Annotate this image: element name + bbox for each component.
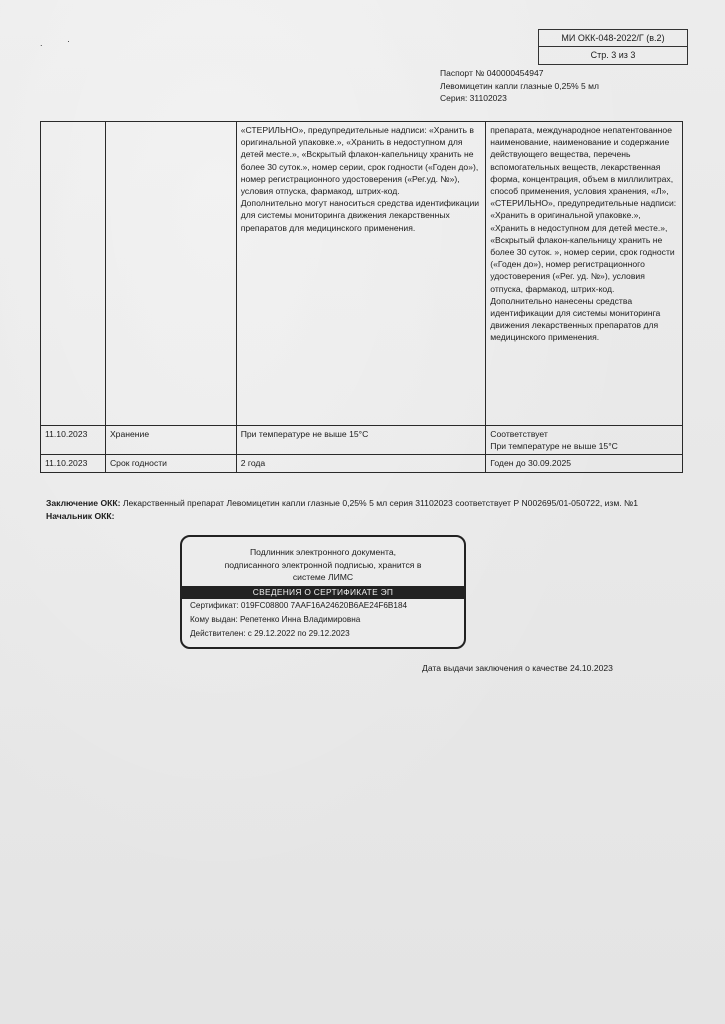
requirement-cell [236,122,486,426]
signature-heading-line: подписанного электронной подписью, хранится в [224,559,422,570]
passport-block [440,67,599,105]
requirement-text: «СТЕРИЛЬНО», предупредительные надписи: «Хранить в оригинальной упаковке.», «Хранить в недоступном для детей месте.», «Вскрытый флакон-капельницу хранить не более 30 суток.», номер серии, срок годности («Годен до»), номер регистрационного удостоверения («Рег.уд. №»), условия отпуска, фармакод, штрих-код. Дополнительно могут наноситься средства идентификации для системы мониторинга движения лекарственных препаратов для медицинского применения. [240,125,480,233]
result-cell [486,426,683,455]
parameter-cell: Хранение [105,426,236,455]
certificate-number: Сертификат: 019FC08800 7AAF16A24620B6AE24F6B184 [190,601,408,610]
date-cell: 11.10.2023 [41,455,106,472]
doc-code: МИ ОКК-048-2022/Г (в.2) [539,30,687,47]
parameter-cell: Срок годности [105,455,236,472]
certificate-info-bar: СВЕДЕНИЯ О СЕРТИФИКАТЕ ЭП [182,586,464,599]
quality-table [40,121,683,473]
page-number: Стр. 3 из 3 [590,50,636,60]
requirement-cell: 2 года [236,455,486,472]
certificate-owner: Кому выдан: Репетенко Инна Владимировна [190,615,361,624]
date-cell: 11.10.2023 [41,426,106,455]
result-cell [486,122,683,426]
issue-date: Дата выдачи заключения о качестве 24.10.2023 [422,663,613,673]
signature-heading [182,537,464,586]
conclusion-text [46,497,646,510]
table-row [41,455,683,472]
table-row [41,122,683,426]
scan-speck: . [40,38,43,48]
signature-heading-line: Подлинник электронного документа, [249,547,397,557]
parameter-cell [105,122,236,426]
requirement-cell: При температуре не выше 15°С [236,426,486,455]
chief-label: Начальник ОКК: [46,510,115,521]
passport-number: Паспорт № 040000454947 [440,68,544,78]
table-row [41,426,683,455]
result-cell: Годен до 30.09.2025 [486,455,683,472]
scan-speck: · [67,36,70,46]
conclusion-label: Заключение ОКК: [46,498,121,508]
conclusion-body: Лекарственный препарат Левомицетин капли глазные 0,25% 5 мл серия 31102023 соответствует Р N002695/01-050722, изм. №1 [120,498,639,508]
signature-heading-line: системе ЛИМС [292,572,354,583]
conclusion-block [46,497,646,522]
result-text: препарата, международное непатентованное наименование, наименование и содержание действующего вещества, перечень вспомогательных веществ, лекарственная форма, концентрация, объем в миллилитрах, способ применения, условия хранения, «Л», «СТЕРИЛЬНО», предупредительные надписи: «Хранить в оригинальной упаковке.», «Хранить в недоступном для детей месте.», «Вскрытый флакон-капельницу хранить не более 30 суток. », номер серии, срок годности («Годен до»), номер регистрационного удостоверения («Рег. уд. №»), условия отпуска, фармакод, штрих-код. Дополнительно нанесены средства идентификации для системы мониторинга движения лекарственных препаратов для медицинского применения. [490,125,677,343]
date-cell [41,122,106,426]
product-name: Левомицетин капли глазные 0,25% 5 мл [440,80,599,91]
series-number: Серия: 31102023 [440,93,507,103]
certificate-validity: Действителен: с 29.12.2022 по 29.12.2023 [190,629,350,638]
result-status: Соответствует [490,429,548,439]
e-signature-stamp [180,535,466,649]
document-reference-box [538,29,688,65]
result-detail: При температуре не выше 15°С [490,441,618,452]
